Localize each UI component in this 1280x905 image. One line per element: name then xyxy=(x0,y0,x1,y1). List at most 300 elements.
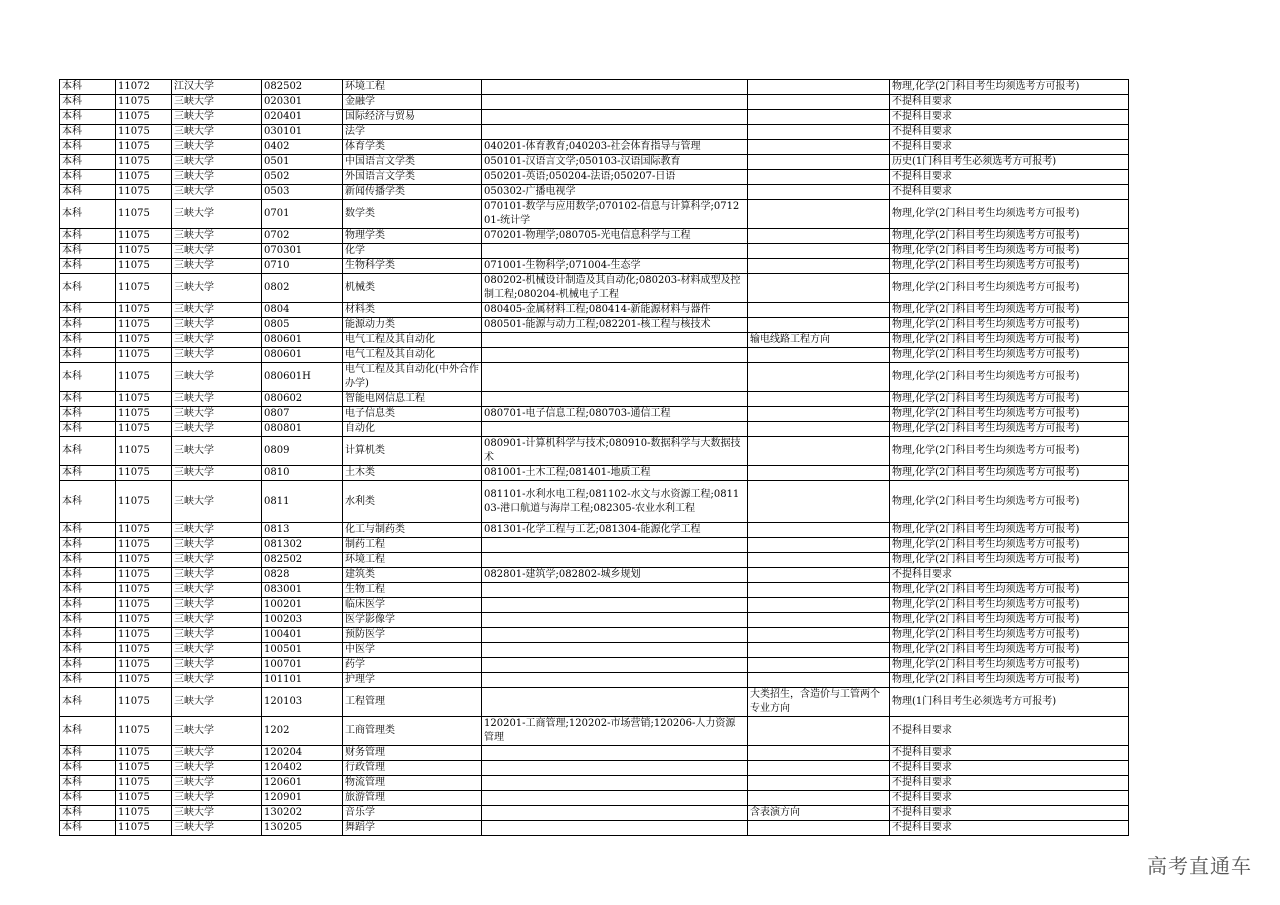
note-cell xyxy=(748,155,890,170)
level-cell: 本科 xyxy=(60,185,116,200)
subject-requirement-cell: 物理,化学(2门科目考生均须选考方可报考) xyxy=(890,200,1129,229)
code-cell: 11075 xyxy=(116,613,172,628)
major-name-cell: 电气工程及其自动化(中外合作办学) xyxy=(343,363,482,392)
note-cell xyxy=(748,140,890,155)
code-cell: 11075 xyxy=(116,628,172,643)
included-majors-cell: 082801-建筑学;082802-城乡规划 xyxy=(482,568,748,583)
code-cell: 11075 xyxy=(116,422,172,437)
table-row xyxy=(60,303,1129,318)
code-cell: 11075 xyxy=(116,746,172,761)
admission-table xyxy=(59,79,1129,836)
code-cell: 11075 xyxy=(116,392,172,407)
table-row xyxy=(60,776,1129,791)
included-majors-cell xyxy=(482,95,748,110)
major-code-cell: 0802 xyxy=(262,274,343,303)
major-code-cell: 0810 xyxy=(262,466,343,481)
major-code-cell: 0804 xyxy=(262,303,343,318)
subject-requirement-cell: 不提科目要求 xyxy=(890,110,1129,125)
code-cell: 11075 xyxy=(116,673,172,688)
major-code-cell: 120601 xyxy=(262,776,343,791)
included-majors-cell xyxy=(482,422,748,437)
subject-requirement-cell: 不提科目要求 xyxy=(890,717,1129,746)
university-cell: 三峡大学 xyxy=(172,274,262,303)
major-code-cell: 120901 xyxy=(262,791,343,806)
table-row xyxy=(60,422,1129,437)
table-row xyxy=(60,583,1129,598)
major-code-cell: 0813 xyxy=(262,523,343,538)
note-cell xyxy=(748,658,890,673)
major-name-cell: 物理学类 xyxy=(343,229,482,244)
major-name-cell: 预防医学 xyxy=(343,628,482,643)
major-code-cell: 120402 xyxy=(262,761,343,776)
code-cell: 11075 xyxy=(116,244,172,259)
level-cell: 本科 xyxy=(60,274,116,303)
major-name-cell: 生物科学类 xyxy=(343,259,482,274)
major-code-cell: 080601 xyxy=(262,333,343,348)
table-row xyxy=(60,658,1129,673)
level-cell: 本科 xyxy=(60,244,116,259)
major-name-cell: 工程管理 xyxy=(343,688,482,717)
included-majors-cell xyxy=(482,673,748,688)
subject-requirement-cell: 不提科目要求 xyxy=(890,746,1129,761)
level-cell: 本科 xyxy=(60,673,116,688)
subject-requirement-cell: 物理,化学(2门科目考生均须选考方可报考) xyxy=(890,583,1129,598)
level-cell: 本科 xyxy=(60,466,116,481)
university-cell: 三峡大学 xyxy=(172,628,262,643)
included-majors-cell: 070101-数学与应用数学;070102-信息与计算科学;071201-统计学 xyxy=(482,200,748,229)
table-row xyxy=(60,613,1129,628)
university-cell: 三峡大学 xyxy=(172,821,262,836)
included-majors-cell: 080701-电子信息工程;080703-通信工程 xyxy=(482,407,748,422)
subject-requirement-cell: 物理,化学(2门科目考生均须选考方可报考) xyxy=(890,643,1129,658)
level-cell: 本科 xyxy=(60,333,116,348)
note-cell xyxy=(748,363,890,392)
university-cell: 三峡大学 xyxy=(172,155,262,170)
major-code-cell: 120204 xyxy=(262,746,343,761)
major-code-cell: 0501 xyxy=(262,155,343,170)
major-name-cell: 旅游管理 xyxy=(343,791,482,806)
major-code-cell: 082502 xyxy=(262,553,343,568)
major-code-cell: 130205 xyxy=(262,821,343,836)
university-cell: 三峡大学 xyxy=(172,553,262,568)
table-row xyxy=(60,244,1129,259)
major-code-cell: 1202 xyxy=(262,717,343,746)
university-cell: 三峡大学 xyxy=(172,761,262,776)
university-cell: 三峡大学 xyxy=(172,363,262,392)
level-cell: 本科 xyxy=(60,348,116,363)
note-cell xyxy=(748,392,890,407)
major-code-cell: 0503 xyxy=(262,185,343,200)
note-cell xyxy=(748,259,890,274)
included-majors-cell xyxy=(482,392,748,407)
included-majors-cell: 070201-物理学;080705-光电信息科学与工程 xyxy=(482,229,748,244)
note-cell xyxy=(748,95,890,110)
subject-requirement-cell: 不提科目要求 xyxy=(890,821,1129,836)
table-row xyxy=(60,746,1129,761)
included-majors-cell xyxy=(482,746,748,761)
code-cell: 11075 xyxy=(116,437,172,466)
note-cell xyxy=(748,717,890,746)
note-cell: 含表演方向 xyxy=(748,806,890,821)
university-cell: 三峡大学 xyxy=(172,333,262,348)
code-cell: 11075 xyxy=(116,583,172,598)
included-majors-cell xyxy=(482,363,748,392)
code-cell: 11075 xyxy=(116,407,172,422)
included-majors-cell: 040201-体育教育;040203-社会体育指导与管理 xyxy=(482,140,748,155)
included-majors-cell xyxy=(482,688,748,717)
major-code-cell: 0502 xyxy=(262,170,343,185)
level-cell: 本科 xyxy=(60,422,116,437)
code-cell: 11075 xyxy=(116,333,172,348)
subject-requirement-cell: 物理,化学(2门科目考生均须选考方可报考) xyxy=(890,229,1129,244)
code-cell: 11075 xyxy=(116,466,172,481)
level-cell: 本科 xyxy=(60,523,116,538)
included-majors-cell: 080501-能源与动力工程;082201-核工程与核技术 xyxy=(482,318,748,333)
major-code-cell: 081302 xyxy=(262,538,343,553)
subject-requirement-cell: 物理(1门科目考生必须选考方可报考) xyxy=(890,688,1129,717)
table-row xyxy=(60,318,1129,333)
watermark: 高考直通车 xyxy=(1147,854,1252,878)
included-majors-cell xyxy=(482,791,748,806)
included-majors-cell: 081001-土木工程;081401-地质工程 xyxy=(482,466,748,481)
major-name-cell: 智能电网信息工程 xyxy=(343,392,482,407)
level-cell: 本科 xyxy=(60,628,116,643)
major-name-cell: 计算机类 xyxy=(343,437,482,466)
university-cell: 三峡大学 xyxy=(172,392,262,407)
level-cell: 本科 xyxy=(60,229,116,244)
level-cell: 本科 xyxy=(60,318,116,333)
code-cell: 11075 xyxy=(116,229,172,244)
code-cell: 11075 xyxy=(116,185,172,200)
subject-requirement-cell: 不提科目要求 xyxy=(890,125,1129,140)
note-cell xyxy=(748,125,890,140)
note-cell xyxy=(748,110,890,125)
table-row xyxy=(60,523,1129,538)
table-row xyxy=(60,761,1129,776)
included-majors-cell xyxy=(482,643,748,658)
table-row xyxy=(60,348,1129,363)
university-cell: 三峡大学 xyxy=(172,125,262,140)
subject-requirement-cell: 物理,化学(2门科目考生均须选考方可报考) xyxy=(890,348,1129,363)
included-majors-cell: 120201-工商管理;120202-市场营销;120206-人力资源管理 xyxy=(482,717,748,746)
code-cell: 11075 xyxy=(116,761,172,776)
university-cell: 三峡大学 xyxy=(172,613,262,628)
code-cell: 11075 xyxy=(116,200,172,229)
code-cell: 11075 xyxy=(116,553,172,568)
major-name-cell: 能源动力类 xyxy=(343,318,482,333)
university-cell: 三峡大学 xyxy=(172,791,262,806)
note-cell xyxy=(748,185,890,200)
major-code-cell: 080801 xyxy=(262,422,343,437)
university-cell: 三峡大学 xyxy=(172,110,262,125)
included-majors-cell xyxy=(482,538,748,553)
table-row xyxy=(60,274,1129,303)
university-cell: 三峡大学 xyxy=(172,229,262,244)
major-code-cell: 100701 xyxy=(262,658,343,673)
major-code-cell: 101101 xyxy=(262,673,343,688)
major-code-cell: 0710 xyxy=(262,259,343,274)
note-cell xyxy=(748,244,890,259)
level-cell: 本科 xyxy=(60,125,116,140)
table-row xyxy=(60,200,1129,229)
major-name-cell: 自动化 xyxy=(343,422,482,437)
included-majors-cell xyxy=(482,553,748,568)
subject-requirement-cell: 不提科目要求 xyxy=(890,140,1129,155)
code-cell: 11075 xyxy=(116,274,172,303)
level-cell: 本科 xyxy=(60,568,116,583)
major-code-cell: 020301 xyxy=(262,95,343,110)
code-cell: 11075 xyxy=(116,598,172,613)
subject-requirement-cell: 不提科目要求 xyxy=(890,170,1129,185)
university-cell: 三峡大学 xyxy=(172,643,262,658)
subject-requirement-cell: 物理,化学(2门科目考生均须选考方可报考) xyxy=(890,407,1129,422)
subject-requirement-cell: 物理,化学(2门科目考生均须选考方可报考) xyxy=(890,259,1129,274)
university-cell: 江汉大学 xyxy=(172,80,262,95)
code-cell: 11075 xyxy=(116,95,172,110)
university-cell: 三峡大学 xyxy=(172,481,262,523)
included-majors-cell: 050201-英语;050204-法语;050207-日语 xyxy=(482,170,748,185)
major-name-cell: 行政管理 xyxy=(343,761,482,776)
level-cell: 本科 xyxy=(60,200,116,229)
included-majors-cell xyxy=(482,598,748,613)
code-cell: 11075 xyxy=(116,155,172,170)
code-cell: 11075 xyxy=(116,170,172,185)
note-cell: 输电线路工程方向 xyxy=(748,333,890,348)
major-name-cell: 数学类 xyxy=(343,200,482,229)
major-name-cell: 化学 xyxy=(343,244,482,259)
major-name-cell: 水利类 xyxy=(343,481,482,523)
level-cell: 本科 xyxy=(60,791,116,806)
major-name-cell: 土木类 xyxy=(343,466,482,481)
major-name-cell: 国际经济与贸易 xyxy=(343,110,482,125)
included-majors-cell xyxy=(482,333,748,348)
level-cell: 本科 xyxy=(60,259,116,274)
major-name-cell: 化工与制药类 xyxy=(343,523,482,538)
table-row xyxy=(60,466,1129,481)
major-code-cell: 100201 xyxy=(262,598,343,613)
table-row xyxy=(60,643,1129,658)
note-cell xyxy=(748,407,890,422)
code-cell: 11072 xyxy=(116,80,172,95)
major-code-cell: 0702 xyxy=(262,229,343,244)
university-cell: 三峡大学 xyxy=(172,95,262,110)
code-cell: 11075 xyxy=(116,481,172,523)
major-name-cell: 中国语言文学类 xyxy=(343,155,482,170)
table-row xyxy=(60,125,1129,140)
code-cell: 11075 xyxy=(116,643,172,658)
table-row xyxy=(60,538,1129,553)
subject-requirement-cell: 不提科目要求 xyxy=(890,568,1129,583)
major-name-cell: 财务管理 xyxy=(343,746,482,761)
included-majors-cell: 080202-机械设计制造及其自动化;080203-材料成型及控制工程;080204-机械电子工程 xyxy=(482,274,748,303)
major-code-cell: 080601H xyxy=(262,363,343,392)
university-cell: 三峡大学 xyxy=(172,523,262,538)
table-row xyxy=(60,407,1129,422)
level-cell: 本科 xyxy=(60,658,116,673)
note-cell xyxy=(748,628,890,643)
table-row xyxy=(60,392,1129,407)
level-cell: 本科 xyxy=(60,583,116,598)
major-name-cell: 外国语言文学类 xyxy=(343,170,482,185)
major-code-cell: 0811 xyxy=(262,481,343,523)
table-row xyxy=(60,259,1129,274)
university-cell: 三峡大学 xyxy=(172,303,262,318)
level-cell: 本科 xyxy=(60,538,116,553)
included-majors-cell: 071001-生物科学;071004-生态学 xyxy=(482,259,748,274)
note-cell xyxy=(748,466,890,481)
code-cell: 11075 xyxy=(116,110,172,125)
included-majors-cell xyxy=(482,348,748,363)
table-row xyxy=(60,95,1129,110)
subject-requirement-cell: 物理,化学(2门科目考生均须选考方可报考) xyxy=(890,244,1129,259)
included-majors-cell xyxy=(482,658,748,673)
code-cell: 11075 xyxy=(116,363,172,392)
level-cell: 本科 xyxy=(60,407,116,422)
major-name-cell: 电气工程及其自动化 xyxy=(343,333,482,348)
level-cell: 本科 xyxy=(60,598,116,613)
level-cell: 本科 xyxy=(60,80,116,95)
note-cell xyxy=(748,481,890,523)
major-code-cell: 0805 xyxy=(262,318,343,333)
university-cell: 三峡大学 xyxy=(172,244,262,259)
included-majors-cell xyxy=(482,613,748,628)
table-row xyxy=(60,628,1129,643)
note-cell xyxy=(748,568,890,583)
code-cell: 11075 xyxy=(116,538,172,553)
subject-requirement-cell: 物理,化学(2门科目考生均须选考方可报考) xyxy=(890,333,1129,348)
subject-requirement-cell: 不提科目要求 xyxy=(890,776,1129,791)
major-name-cell: 金融学 xyxy=(343,95,482,110)
level-cell: 本科 xyxy=(60,776,116,791)
note-cell xyxy=(748,643,890,658)
note-cell xyxy=(748,348,890,363)
major-name-cell: 药学 xyxy=(343,658,482,673)
table-row xyxy=(60,80,1129,95)
table-row xyxy=(60,821,1129,836)
university-cell: 三峡大学 xyxy=(172,407,262,422)
included-majors-cell: 080901-计算机科学与技术;080910-数据科学与大数据技术 xyxy=(482,437,748,466)
note-cell xyxy=(748,422,890,437)
level-cell: 本科 xyxy=(60,643,116,658)
subject-requirement-cell: 物理,化学(2门科目考生均须选考方可报考) xyxy=(890,437,1129,466)
level-cell: 本科 xyxy=(60,806,116,821)
university-cell: 三峡大学 xyxy=(172,658,262,673)
included-majors-cell xyxy=(482,776,748,791)
level-cell: 本科 xyxy=(60,303,116,318)
note-cell xyxy=(748,80,890,95)
code-cell: 11075 xyxy=(116,348,172,363)
major-name-cell: 护理学 xyxy=(343,673,482,688)
subject-requirement-cell: 物理,化学(2门科目考生均须选考方可报考) xyxy=(890,598,1129,613)
code-cell: 11075 xyxy=(116,821,172,836)
university-cell: 三峡大学 xyxy=(172,185,262,200)
subject-requirement-cell: 不提科目要求 xyxy=(890,791,1129,806)
university-cell: 三峡大学 xyxy=(172,170,262,185)
table-row xyxy=(60,553,1129,568)
level-cell: 本科 xyxy=(60,821,116,836)
table-row xyxy=(60,110,1129,125)
university-cell: 三峡大学 xyxy=(172,583,262,598)
level-cell: 本科 xyxy=(60,481,116,523)
code-cell: 11075 xyxy=(116,717,172,746)
note-cell xyxy=(748,791,890,806)
university-cell: 三峡大学 xyxy=(172,746,262,761)
major-name-cell: 新闻传播学类 xyxy=(343,185,482,200)
level-cell: 本科 xyxy=(60,553,116,568)
note-cell xyxy=(748,613,890,628)
major-code-cell: 082502 xyxy=(262,80,343,95)
subject-requirement-cell: 历史(1门科目考生必须选考方可报考) xyxy=(890,155,1129,170)
major-name-cell: 舞蹈学 xyxy=(343,821,482,836)
major-code-cell: 080602 xyxy=(262,392,343,407)
level-cell: 本科 xyxy=(60,761,116,776)
code-cell: 11075 xyxy=(116,688,172,717)
university-cell: 三峡大学 xyxy=(172,568,262,583)
level-cell: 本科 xyxy=(60,392,116,407)
note-cell xyxy=(748,821,890,836)
major-code-cell: 083001 xyxy=(262,583,343,598)
subject-requirement-cell: 物理,化学(2门科目考生均须选考方可报考) xyxy=(890,318,1129,333)
table-row xyxy=(60,481,1129,523)
university-cell: 三峡大学 xyxy=(172,437,262,466)
note-cell xyxy=(748,200,890,229)
code-cell: 11075 xyxy=(116,568,172,583)
table-row xyxy=(60,598,1129,613)
major-code-cell: 070301 xyxy=(262,244,343,259)
major-code-cell: 100401 xyxy=(262,628,343,643)
level-cell: 本科 xyxy=(60,613,116,628)
university-cell: 三峡大学 xyxy=(172,806,262,821)
note-cell xyxy=(748,523,890,538)
note-cell xyxy=(748,598,890,613)
included-majors-cell xyxy=(482,806,748,821)
subject-requirement-cell: 物理,化学(2门科目考生均须选考方可报考) xyxy=(890,80,1129,95)
major-code-cell: 0807 xyxy=(262,407,343,422)
table-row xyxy=(60,185,1129,200)
major-code-cell: 130202 xyxy=(262,806,343,821)
major-name-cell: 建筑类 xyxy=(343,568,482,583)
level-cell: 本科 xyxy=(60,746,116,761)
included-majors-cell xyxy=(482,244,748,259)
subject-requirement-cell: 物理,化学(2门科目考生均须选考方可报考) xyxy=(890,422,1129,437)
major-name-cell: 机械类 xyxy=(343,274,482,303)
included-majors-cell xyxy=(482,110,748,125)
major-name-cell: 制药工程 xyxy=(343,538,482,553)
subject-requirement-cell: 物理,化学(2门科目考生均须选考方可报考) xyxy=(890,466,1129,481)
note-cell xyxy=(748,170,890,185)
table-row xyxy=(60,363,1129,392)
table-row xyxy=(60,140,1129,155)
subject-requirement-cell: 物理,化学(2门科目考生均须选考方可报考) xyxy=(890,392,1129,407)
subject-requirement-cell: 不提科目要求 xyxy=(890,761,1129,776)
included-majors-cell xyxy=(482,761,748,776)
subject-requirement-cell: 物理,化学(2门科目考生均须选考方可报考) xyxy=(890,274,1129,303)
major-name-cell: 环境工程 xyxy=(343,553,482,568)
code-cell: 11075 xyxy=(116,523,172,538)
table-row xyxy=(60,229,1129,244)
table-row xyxy=(60,155,1129,170)
code-cell: 11075 xyxy=(116,140,172,155)
included-majors-cell: 081301-化学工程与工艺;081304-能源化学工程 xyxy=(482,523,748,538)
table-row xyxy=(60,791,1129,806)
university-cell: 三峡大学 xyxy=(172,200,262,229)
university-cell: 三峡大学 xyxy=(172,717,262,746)
university-cell: 三峡大学 xyxy=(172,688,262,717)
code-cell: 11075 xyxy=(116,806,172,821)
note-cell xyxy=(748,746,890,761)
included-majors-cell xyxy=(482,628,748,643)
note-cell xyxy=(748,761,890,776)
